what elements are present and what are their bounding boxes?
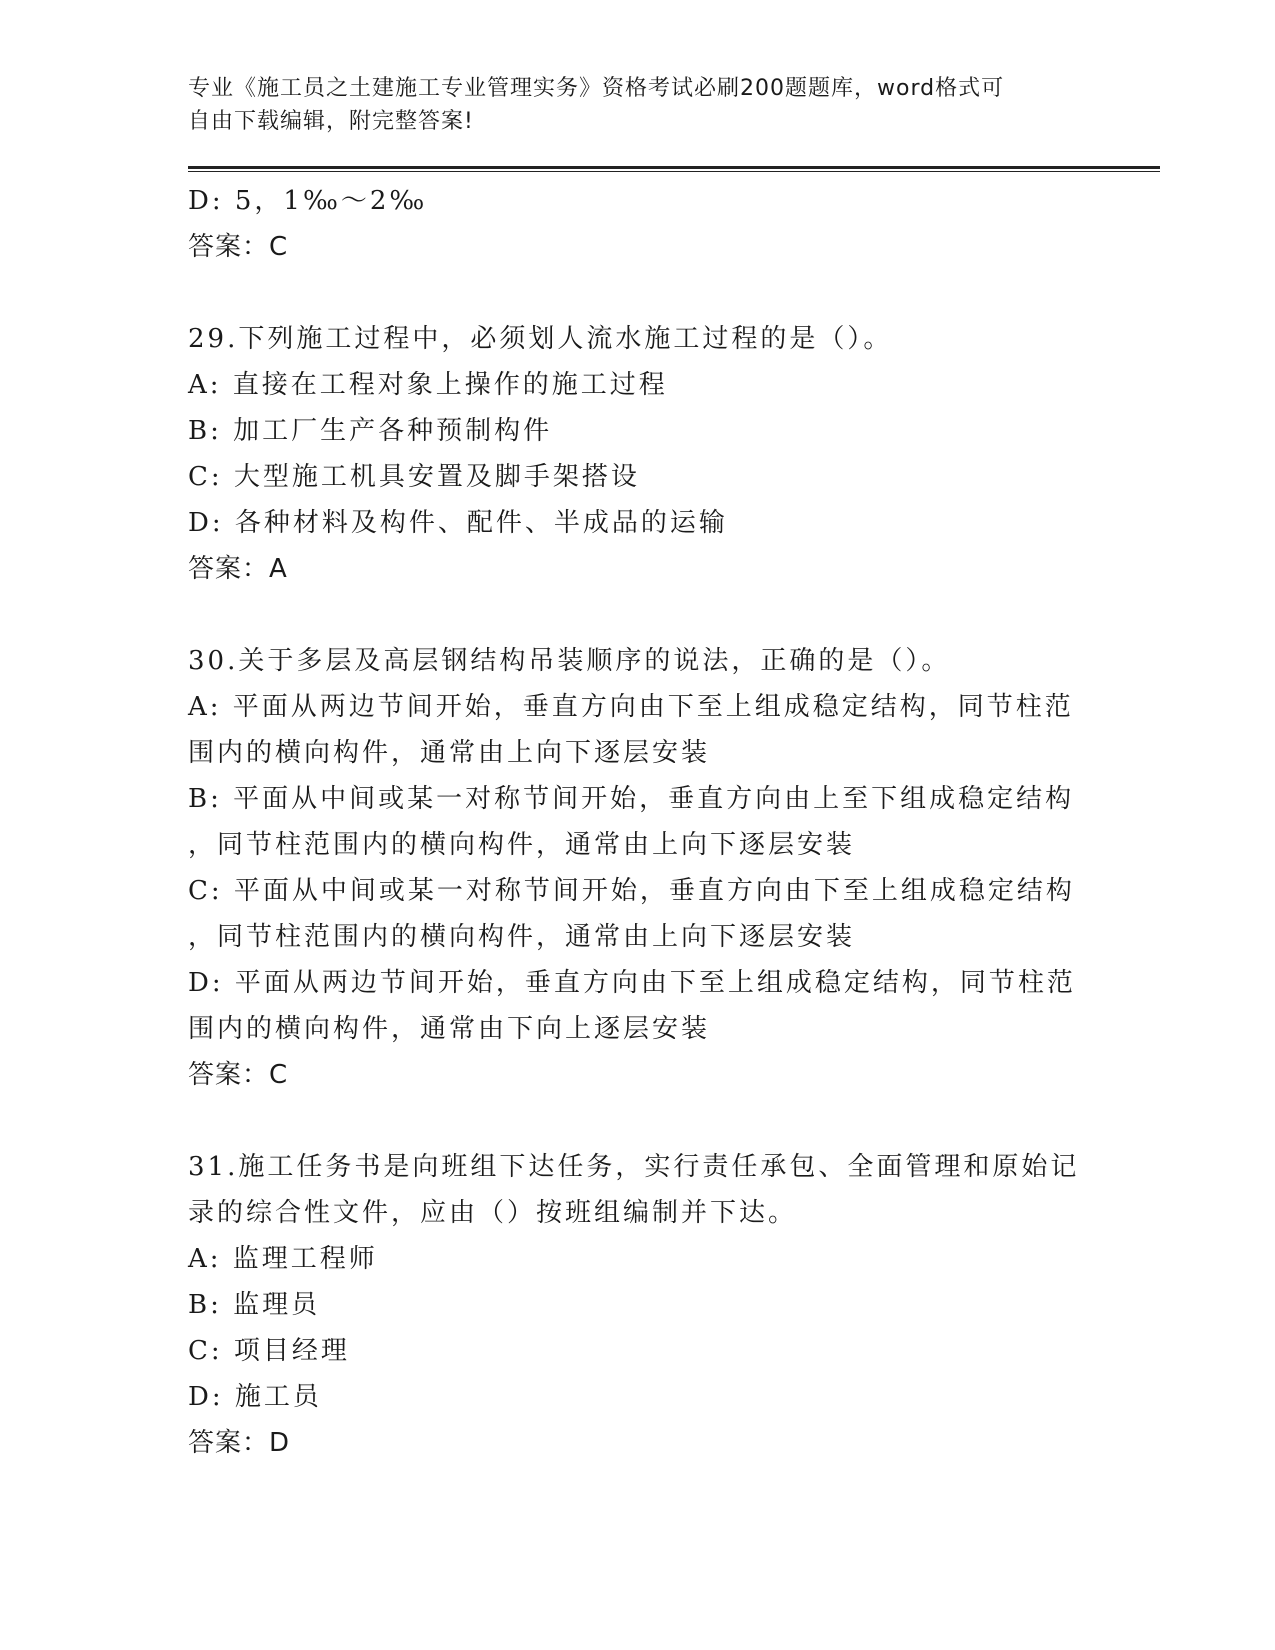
- answer: 答案：C: [188, 232, 289, 262]
- option-b: B: 加工厂生产各种预制构件: [188, 416, 553, 446]
- header-divider: [188, 166, 1160, 172]
- option-a: A: 直接在工程对象上操作的施工过程: [188, 370, 668, 400]
- question-stem: 29.下列施工过程中，必须划人流水施工过程的是（）。: [188, 324, 893, 354]
- header-line-1: 专业《施工员之土建施工专业管理实务》资格考试必刷200题题库，word格式可: [188, 76, 1005, 101]
- option-c-line-1: C: 平面从中间或某一对称节间开始，垂直方向由下至上组成稳定结构: [188, 876, 1075, 906]
- question-stem: 30.关于多层及高层钢结构吊装顺序的说法，正确的是（）。: [188, 646, 951, 676]
- option-a-line-1: A: 平面从两边节间开始，垂直方向由下至上组成稳定结构，同节柱范: [188, 692, 1074, 722]
- option-d: D: 施工员: [188, 1382, 322, 1412]
- answer: 答案：A: [188, 554, 288, 584]
- previous-question-tail: [188, 178, 1160, 270]
- question-29: [188, 316, 1160, 592]
- document-page: [188, 72, 1160, 1466]
- answer: 答案：D: [188, 1428, 291, 1458]
- option-d-line-2: 围内的横向构件，通常由下向上逐层安装: [188, 1014, 711, 1044]
- option-b-line-2: ，同节柱范围内的横向构件，通常由上向下逐层安装: [188, 830, 856, 860]
- option-d: D: 5，1‰～2‰: [188, 186, 428, 216]
- question-stem-line-2: 录的综合性文件，应由（）按班组编制并下达。: [188, 1198, 798, 1228]
- document-header: [188, 72, 1160, 138]
- option-d: D: 各种材料及构件、配件、半成品的运输: [188, 508, 728, 538]
- option-b-line-1: B: 平面从中间或某一对称节间开始，垂直方向由上至下组成稳定结构: [188, 784, 1075, 814]
- option-c-line-2: ，同节柱范围内的横向构件，通常由上向下逐层安装: [188, 922, 856, 952]
- option-d-line-1: D: 平面从两边节间开始，垂直方向由下至上组成稳定结构，同节柱范: [188, 968, 1076, 998]
- option-c: C: 项目经理: [188, 1336, 350, 1366]
- question-31: [188, 1144, 1160, 1466]
- option-a-line-2: 围内的横向构件，通常由上向下逐层安装: [188, 738, 711, 768]
- option-b: B: 监理员: [188, 1290, 321, 1320]
- answer: 答案：C: [188, 1060, 289, 1090]
- option-a: A: 监理工程师: [188, 1244, 378, 1274]
- question-30: [188, 638, 1160, 1098]
- header-line-2: 自由下载编辑，附完整答案!: [188, 109, 474, 134]
- option-c: C: 大型施工机具安置及脚手架搭设: [188, 462, 640, 492]
- question-stem-line-1: 31.施工任务书是向班组下达任务，实行责任承包、全面管理和原始记: [188, 1152, 1080, 1182]
